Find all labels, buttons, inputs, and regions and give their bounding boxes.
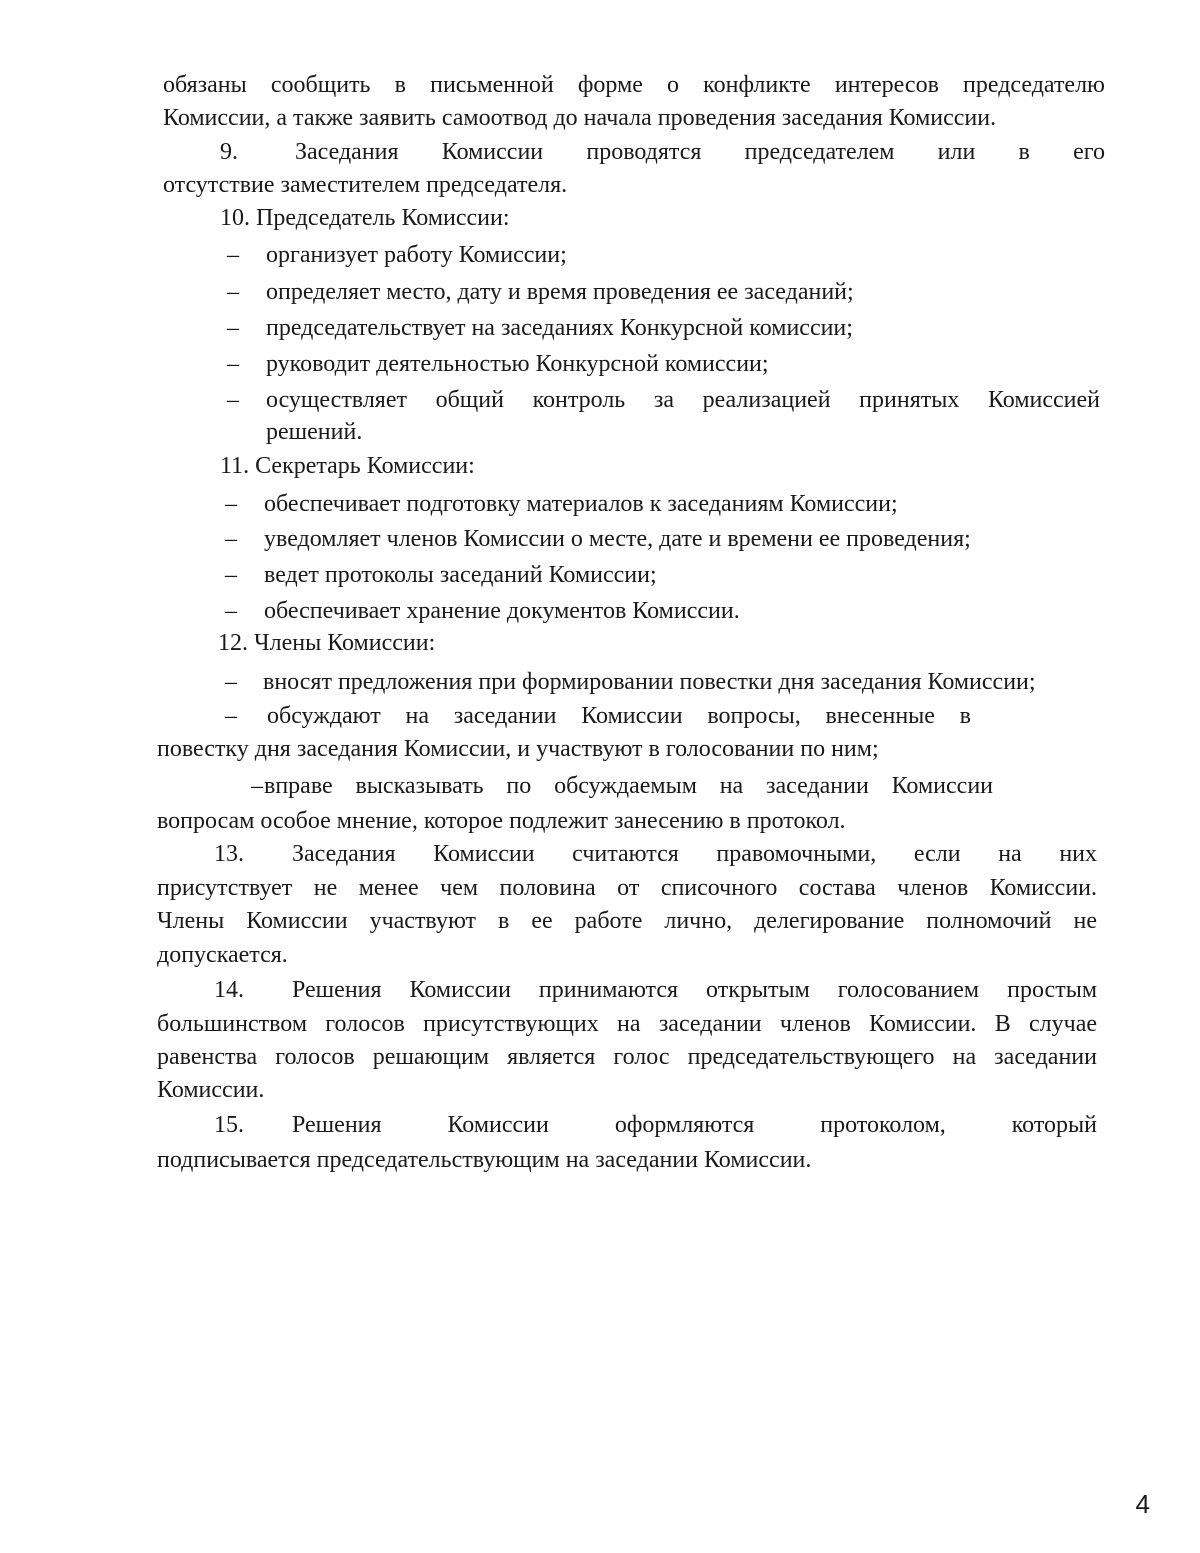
item-number: 9. [220, 139, 238, 165]
list-item: осуществляет общий контроль за реализацией принятых Комиссией [266, 387, 1100, 413]
section-heading: 10. Председатель Комиссии: [220, 205, 510, 231]
list-item-continuation: решений. [266, 419, 363, 445]
list-bullet: – [251, 773, 263, 799]
paragraph-line: подписывается председательствующим на заседании Комиссии. [157, 1147, 812, 1173]
list-bullet: – [227, 387, 239, 413]
list-item: вносят предложения при формировании повестки дня заседания Комиссии; [263, 669, 1036, 695]
list-item: определяет место, дату и время проведения ее заседаний; [266, 279, 854, 305]
list-bullet: – [227, 279, 239, 305]
list-bullet: – [225, 562, 237, 588]
list-item: уведомляет членов Комиссии о месте, дате и времени ее проведения; [264, 526, 971, 552]
paragraph-line: допускается. [157, 942, 288, 968]
paragraph-line: присутствует не менее чем половина от списочного состава членов Комиссии. [157, 875, 1097, 901]
paragraph-line: Заседания Комиссии считаются правомочными, если на них [292, 841, 1097, 867]
paragraph-line: большинством голосов присутствующих на заседании членов Комиссии. В случае [157, 1011, 1097, 1037]
list-bullet: – [227, 351, 239, 377]
paragraph-line: равенства голосов решающим является голос председательствующего на заседании [157, 1044, 1097, 1070]
list-item-continuation: повестку дня заседания Комиссии, и участвуют в голосовании по ним; [157, 736, 879, 762]
list-item: обеспечивает хранение документов Комиссии. [264, 598, 740, 624]
paragraph-line: Решения Комиссии оформляются протоколом, который [292, 1112, 1097, 1138]
paragraph-line: Комиссии. [157, 1077, 265, 1103]
list-item: обеспечивает подготовку материалов к заседаниям Комиссии; [264, 491, 898, 517]
list-item: председательствует на заседаниях Конкурсной комиссии; [266, 315, 853, 341]
list-item: вправе высказывать по обсуждаемым на заседании Комиссии [264, 773, 993, 799]
list-bullet: – [225, 526, 237, 552]
paragraph-line: Комиссии, а также заявить самоотвод до начала проведения заседания Комиссии. [163, 105, 997, 131]
list-bullet: – [225, 703, 237, 729]
paragraph-line: Решения Комиссии принимаются открытым голосованием простым [292, 977, 1097, 1003]
paragraph-line: Заседания Комиссии проводятся председателем или в его [295, 139, 1105, 165]
item-number: 13. [214, 841, 244, 867]
list-item: руководит деятельностью Конкурсной комиссии; [266, 351, 769, 377]
item-number: 15. [214, 1112, 244, 1138]
page-number: 4 [1135, 1489, 1150, 1519]
list-bullet: – [225, 491, 237, 517]
list-bullet: – [227, 242, 239, 268]
list-item-continuation: вопросам особое мнение, которое подлежит занесению в протокол. [157, 808, 846, 834]
item-number: 14. [214, 977, 244, 1003]
list-bullet: – [225, 669, 237, 695]
paragraph-line: отсутствие заместителем председателя. [163, 172, 568, 198]
list-bullet: – [227, 315, 239, 341]
section-heading: 11. Секретарь Комиссии: [220, 453, 475, 479]
list-item: ведет протоколы заседаний Комиссии; [264, 562, 657, 588]
paragraph-line: Члены Комиссии участвуют в ее работе лично, делегирование полномочий не [157, 908, 1097, 934]
list-item: обсуждают на заседании Комиссии вопросы, внесенные в [267, 703, 971, 729]
paragraph-line: обязаны сообщить в письменной форме о конфликте интересов председателю [163, 72, 1105, 98]
section-heading: 12. Члены Комиссии: [218, 630, 436, 656]
list-bullet: – [225, 598, 237, 624]
list-item: организует работу Комиссии; [266, 242, 567, 268]
